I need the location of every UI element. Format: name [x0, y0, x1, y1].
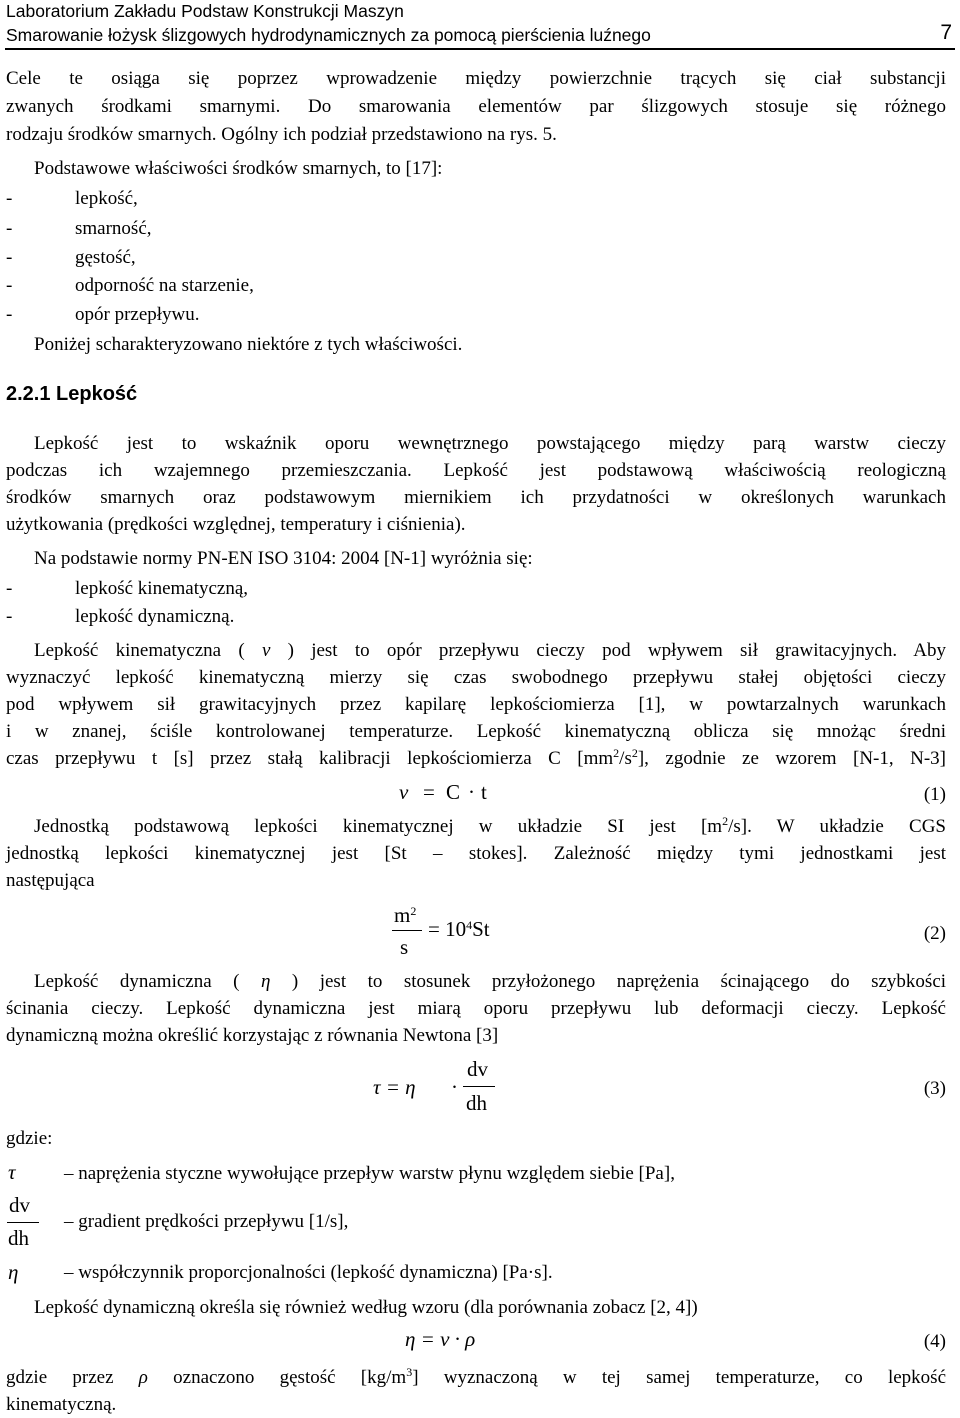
list-item: opór przepływu. — [75, 304, 200, 325]
final-line-1: gdzie przez ρ oznaczono gęstość $[kg/m^3]$ wyznaczoną w tej samej temperaturze, co lepkość — [6, 1365, 947, 1388]
unit-line-1: Jednostką podstawową lepkości kinematycznej w układzie SI jest $[m^2/s]$. W układzie CGS — [34, 814, 946, 837]
intro-line-2: zwanych środkami smarnymi. Do smarowania elementów par ślizgowych stosuje się różnego — [6, 96, 946, 117]
list-dash: - — [6, 304, 13, 325]
definition-text: – współczynnik proporcjonalności (lepkość dynamiczna) [Pa·s]. — [64, 1262, 553, 1283]
dvdh-denominator: dh — [8, 1226, 29, 1250]
eq2-denominator: s — [400, 935, 409, 959]
list-item: odporność na starzenie, — [75, 275, 254, 296]
intro-line-1: Cele te osiąga się poprzez wprowadzenie między powierzchnie trących się ciał substancji — [6, 68, 946, 89]
eq3-fraction-bar — [463, 1086, 495, 1087]
list-item: gęstość, — [75, 247, 136, 268]
rho-symbol: ρ — [138, 1367, 148, 1388]
unit-line-2: jednostką lepkości kinematycznej jest [St – stokes]. Zależność między tymi jednostkami jest — [6, 843, 946, 864]
nu-symbol: ν — [261, 640, 271, 661]
eq1-dot: · — [468, 780, 475, 804]
intro-line-3: rodzaju środków smarnych. Ogólny ich podział przedstawiono na rys. 5. — [6, 124, 557, 145]
p1-line-3: środków smarnych oraz podstawowym miernikiem ich przydatności w określonych warunkach — [6, 487, 946, 508]
eq4-lead: Lepkość dynamiczną określa się również według wzoru (dla porównania zobacz [2, 4]) — [34, 1297, 698, 1318]
list-dash: - — [6, 218, 13, 239]
norm-lead: Na podstawie normy PN-EN ISO 3104: 2004 [N-1] wyróżnia się: — [34, 548, 533, 569]
dyn-line-1: Lepkość dynamiczna ( η ) jest to stosunek przyłożonego naprężenia ścinającego do szybkości — [34, 971, 947, 992]
eq2-numerator: $m^2$ — [394, 903, 417, 927]
list-dash: - — [6, 247, 13, 268]
eq1-equals: = — [423, 780, 435, 804]
dvdh-fraction-bar — [7, 1222, 39, 1223]
header-lab-name: Laboratorium Zakładu Podstaw Konstrukcji Maszyn — [6, 1, 404, 21]
kin-line-3: pod wpływem sił grawitacyjnych przez kapilarę lepkościomierza [1], w powtarzalnych warunkach — [6, 694, 946, 715]
dyn-line-3: dynamiczną można określić korzystając z równania Newtona [3] — [6, 1025, 499, 1046]
eq4-expression: η = ν · ρ — [405, 1327, 476, 1351]
definition-text: – naprężenia styczne wywołujące przepływ warstw płynu względem siebie [Pa], — [64, 1163, 675, 1184]
definition-text: – gradient prędkości przepływu [1/s], — [64, 1211, 349, 1232]
list-dash: - — [6, 275, 13, 296]
tau-symbol: τ — [8, 1160, 16, 1184]
list-dash: - — [6, 606, 13, 627]
eq3-lhs: τ = η — [373, 1075, 416, 1099]
eq3-dot: · — [451, 1075, 458, 1099]
header-document-title: Smarowanie łożysk ślizgowych hydrodynamicznych za pomocą pierścienia luźnego — [6, 25, 651, 45]
eq3-number: (3) — [923, 1078, 946, 1099]
list-dash: - — [6, 578, 13, 599]
final-line-2: kinematyczną. — [6, 1394, 117, 1415]
kin-line-4: i w znanej, ściśle kontrolowanej temperaturze. Lepkość kinematyczną oblicza się mnożąc średni — [6, 721, 946, 742]
eq1-c: C — [446, 780, 461, 804]
eq3-denominator: dh — [466, 1091, 487, 1115]
p1-line-1: Lepkość jest to wskaźnik oporu wewnętrznego powstającego między parą warstw cieczy — [34, 433, 946, 454]
list-item: lepkość kinematyczną, — [75, 578, 249, 599]
list-item: lepkość, — [75, 188, 138, 209]
after-list-text: Poniżej scharakteryzowano niektóre z tych właściwości. — [34, 334, 463, 355]
header-rule — [5, 48, 955, 50]
eq1-number: (1) — [923, 784, 946, 805]
list-dash: - — [6, 188, 13, 209]
section-heading: 2.2.1 Lepkość — [6, 383, 138, 405]
eq2-number: (2) — [923, 923, 946, 944]
unit-line-3: następująca — [6, 870, 95, 891]
eq2-fraction-bar — [392, 930, 422, 931]
list-item: smarność, — [75, 218, 152, 239]
where-label: gdzie: — [6, 1128, 53, 1149]
properties-lead: Podstawowe właściwości środków smarnych, to [17]: — [34, 158, 443, 179]
dvdh-numerator: dv — [9, 1193, 30, 1217]
p1-line-2: podczas ich wzajemnego przemieszczania. Lepkość jest podstawową właściwością reologiczną — [6, 460, 946, 481]
eq2-rhs: = $10^4St$ — [428, 917, 490, 941]
kin-line-5: czas przepływu t [s] przez stałą kalibracji lepkościomierza C $[mm^2/s^2]$, zgodnie ze wzorem [N-1, N-3] — [6, 746, 946, 769]
dyn-line-2: ścinania cieczy. Lepkość dynamiczna jest miarą oporu przepływu lub deformacji cieczy. Lepkość — [6, 998, 946, 1019]
eq1-t: t — [481, 780, 487, 804]
page-number: 7 — [940, 21, 952, 44]
kin-line-1: Lepkość kinematyczna ( ν ) jest to opór przepływu cieczy pod wpływem sił grawitacyjnych. Aby — [34, 640, 947, 661]
p1-line-4: użytkowania (prędkości względnej, temperatury i ciśnienia). — [6, 514, 466, 535]
eq3-numerator: dv — [467, 1057, 488, 1081]
kin-line-2: wyznaczyć lepkość kinematyczną mierzy się czas swobodnego przepływu stałej objętości cieczy — [6, 667, 946, 688]
list-item: lepkość dynamiczną. — [75, 606, 235, 627]
eq1-lhs: v — [399, 780, 409, 804]
eta-symbol: η — [260, 971, 271, 992]
eta-symbol: η — [8, 1260, 19, 1284]
eq4-number: (4) — [923, 1331, 946, 1352]
